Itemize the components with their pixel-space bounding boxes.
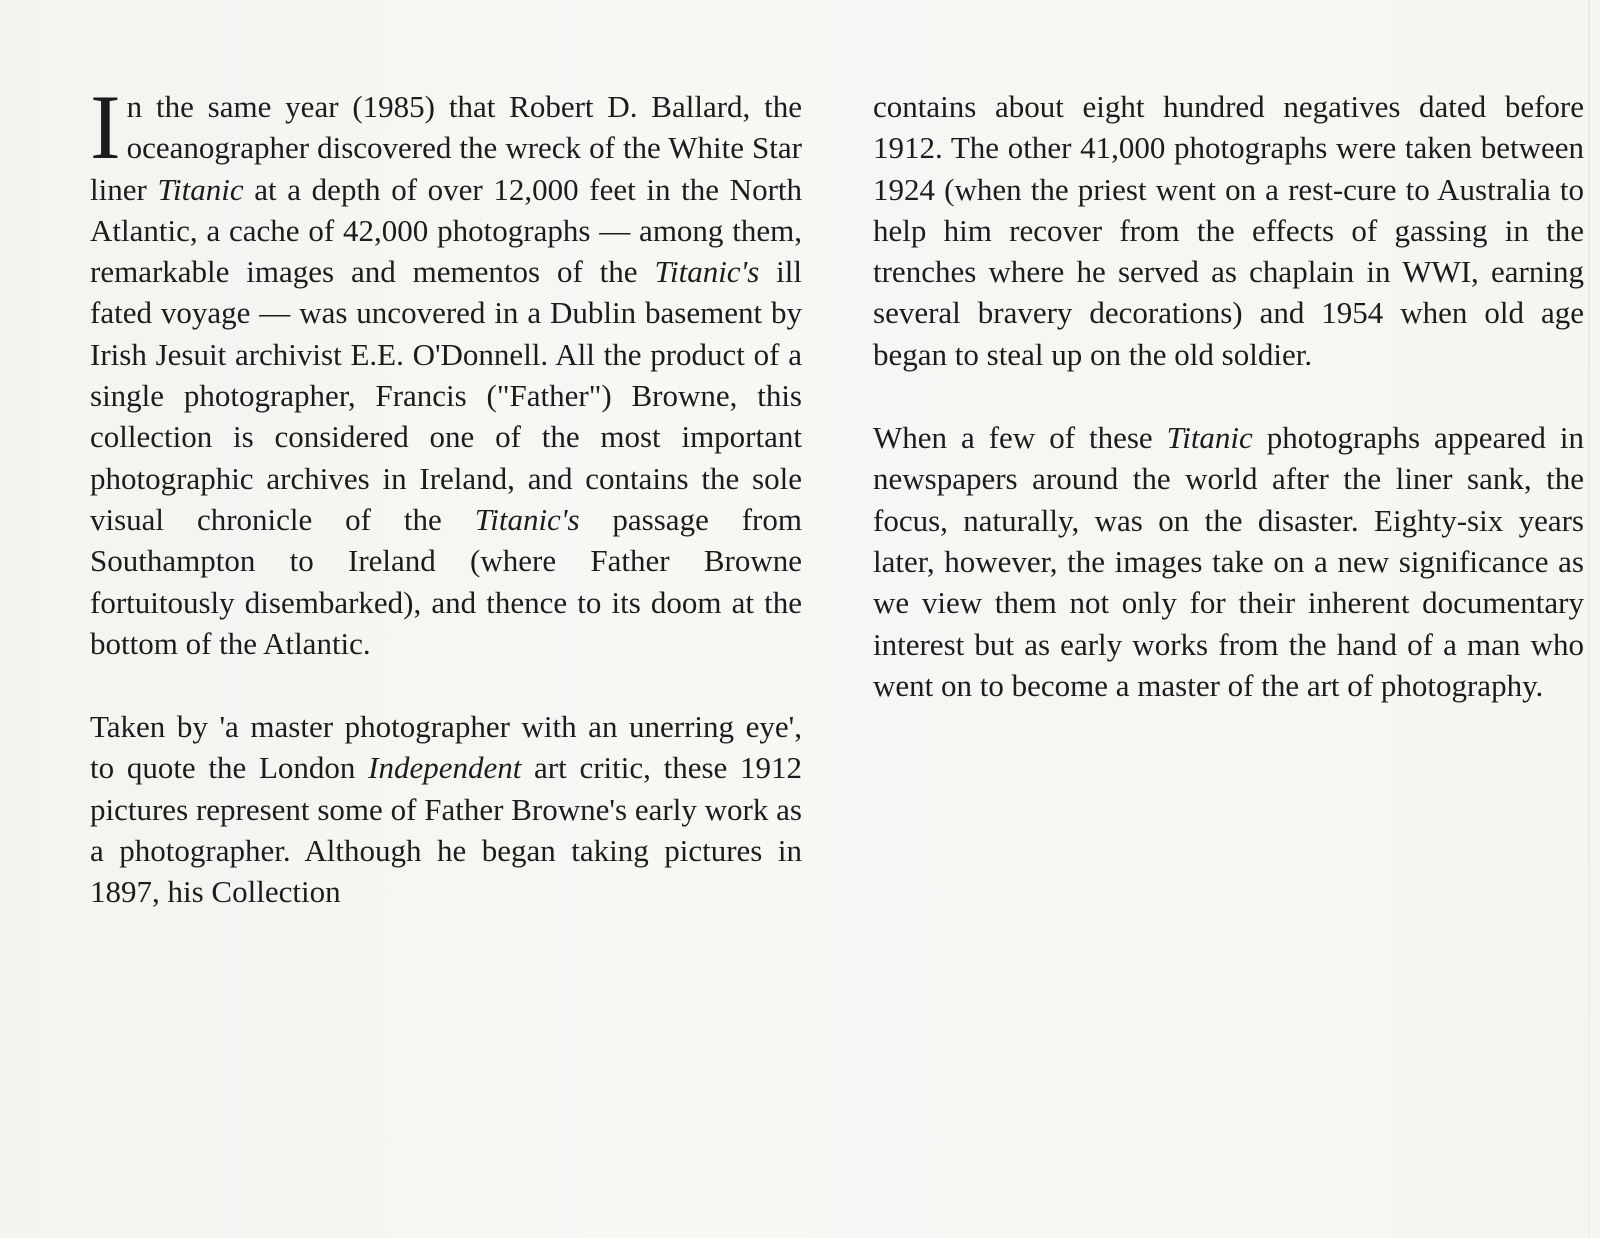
text-run: at a depth of over 12,000 feet in the North Atlantic, a cache of 42,000 photographs — among them, remarkable images and mementos of the [90,171,803,290]
text-run: passage from Southampton to Ireland (where Father Browne fortuitously disembarked), and thence to its doom at the bottom of the Atlantic. [90,501,802,661]
left-text-column [90,76,803,955]
italic-title: Independent [368,750,522,786]
italic-title: Titanic [1166,420,1253,456]
page-fold-shadow [1588,0,1590,1238]
text-run: Taken by 'a master photographer with an unerring eye', to quote the London [90,709,802,786]
text-run: n the same year (1985) that Robert D. Ballard, the oceanographer discovered the wreck of the White Star liner [90,89,802,207]
drop-cap: I [90,76,121,178]
text-run: photographs appeared in newspapers around the world after the liner sank, the focus, naturally, was on the disaster. Eighty-six years later, however, the images take on a new significance as we view them not only for their inherent documentary interest but as early works from the hand of a man who went on to become a master of the art of photography. [873,420,1584,703]
right-paragraph-2 [873,417,1584,706]
right-paragraph-1 [873,86,1584,375]
left-paragraph-1 [90,76,803,664]
text-run: ill fated voyage — was uncovered in a Dublin basement by Irish Jesuit archivist E.E. O'Donnell. All the product of a single photographer, Francis ("Father") Browne, this collection is considered one of the most important photographic archives in Ireland, and contains the sole visual chronicle of the [90,254,802,537]
italic-title: Titanic's [474,501,580,537]
text-run: art critic, these 1912 pictures represent some of Father Browne's early work as a photographer. Although he began taking pictures in 1897, his Collection [90,750,802,910]
left-paragraph-2 [90,706,802,912]
text-run: When a few of these [873,420,1167,456]
italic-title: Titanic's [654,254,760,290]
italic-title: Titanic [157,171,244,207]
right-text-column [873,86,1584,748]
text-run: contains about eight hundred negatives dated before 1912. The other 41,000 photographs were taken between 1924 (when the priest went on a rest-cure to Australia to help him recover from the effects of gassing in the trenches where he served as chaplain in WWI, earning several bravery decorations) and 1954 when old age began to steal up on the old soldier. [873,89,1584,372]
